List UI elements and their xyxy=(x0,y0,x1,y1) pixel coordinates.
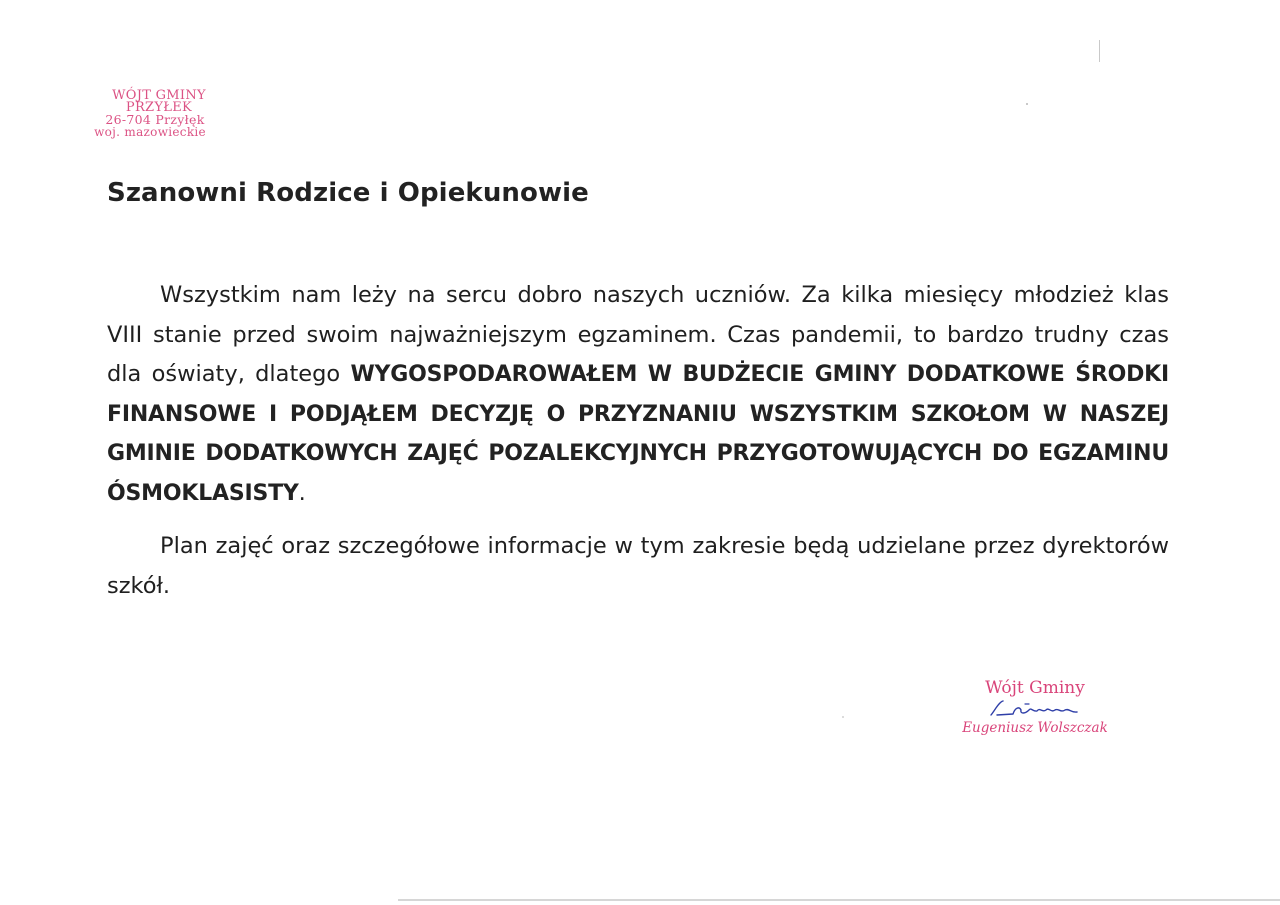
signature-name: Eugeniusz Wolszczak xyxy=(962,720,1108,736)
stamp-line-postal: 26-704 Przyłęk xyxy=(105,112,205,127)
stamp-line-province: woj. mazowieckie xyxy=(94,125,206,139)
scan-artifact-dot xyxy=(1026,103,1028,105)
paragraph-details: Plan zajęć oraz szczegółowe informacje w tym zakresie będą udzielane przez dyrektorów szkół. xyxy=(107,533,1169,599)
paragraph-bold-announcement: WYGOSPODAROWAŁEM W BUDŻECIE GMINY DODATKOWE ŚRODKI FINANSOWE I PODJĄŁEM DECYZJĘ O PRZYZNANIU WSZYSTKIM SZKOŁOM W NASZEJ GMINIE DODATKOWYCH ZAJĘĆ POZALEKCYJNYCH PRZYGOTOWUJĄCYCH DO EGZAMINU ÓSMOKLASISTY xyxy=(107,362,1170,506)
scan-bottom-edge xyxy=(398,899,1280,901)
paragraph-intro-text: Wszystkim nam leży na sercu dobro naszych uczniów. Za kilka miesięcy młodzież klas VIII stanie przed swoim najważniejszym egzaminem. Czas pandemii, to bardzo trudny czas dla oświaty, dlatego xyxy=(107,282,1169,387)
signature-block xyxy=(930,679,1140,736)
handwritten-signature-icon xyxy=(985,698,1085,720)
paragraph-announcement xyxy=(107,276,1169,513)
scan-artifact-mark xyxy=(1099,40,1100,62)
letter-body xyxy=(107,276,1169,606)
scan-artifact-dot xyxy=(842,716,844,718)
letter-title: Szanowni Rodzice i Opiekunowie xyxy=(107,178,589,208)
stamp-line-municipality: PRZYŁEK xyxy=(125,100,193,115)
official-stamp xyxy=(84,90,234,138)
paragraph-end-punctuation: . xyxy=(298,479,306,506)
signature-office-title: Wójt Gminy xyxy=(985,678,1085,698)
stamp-line-office: WÓJT GMINY xyxy=(112,88,206,103)
